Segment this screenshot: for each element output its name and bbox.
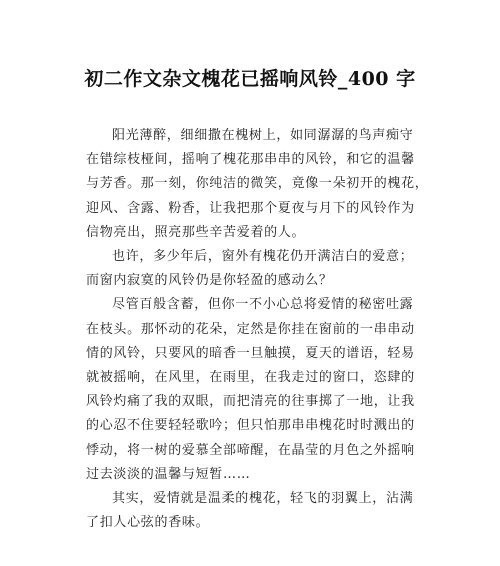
paragraph-line: 了扣人心弦的香味。 [86, 515, 210, 531]
paragraph-2 [86, 245, 426, 293]
paragraph-line: 也许，多少年后，窗外有槐花仍开满洁白的爱意； [112, 249, 414, 265]
paragraph-line: 阳光薄醉，细细撒在槐树上，如同潺潺的鸟声痴守 [112, 128, 414, 143]
document-title: 初二作文杂文槐花已摇响风铃_400 字 [84, 68, 416, 90]
paragraph-line: 悸动，将一树的爱慕全部啼醒，在晶莹的月色之外摇响 [86, 442, 415, 458]
paragraph-line: 过去淡淡的温馨与短暂…… [86, 466, 251, 482]
paragraph-line: 在错综枝桠间，摇响了槐花那串串的风铃，和它的温馨 [86, 152, 415, 168]
paragraph-line: 迎风、含露、粉香，让我把那个夏夜与月下的风铃作为 [86, 200, 415, 216]
paragraph-line: 的心忍不住要轻轻歌吟；但只怕那串串槐花时时溅出的 [86, 418, 415, 434]
document-body [86, 124, 429, 535]
paragraph-line: 其实，爱情就是温柔的槐花，轻飞的羽翼上，沾满 [112, 491, 414, 507]
paragraph-line: 与芳香。那一刻，你纯洁的微笑，竟像一朵初开的槐花， [86, 176, 429, 192]
paragraph-1 [86, 124, 429, 245]
paragraph-line: 尽管百般含蓄，但你一不小心总将爱情的秘密吐露 [112, 297, 414, 313]
paragraph-line: 风铃灼痛了我的双眼，而把清亮的往事掷了一地，让我 [86, 394, 415, 410]
paragraph-line: 在枝头。那怀动的花朵，定然是你挂在窗前的一串串动 [86, 321, 415, 337]
paragraph-line: 就被摇响，在风里，在雨里，在我走过的窗口，恣肆的 [86, 370, 415, 386]
paragraph-3 [86, 293, 426, 487]
paragraph-4 [86, 487, 426, 535]
paragraph-line: 情的风铃，只要风的暗香一旦触摸，夏天的谱语，轻易 [86, 345, 415, 361]
paragraph-line: 信物亮出，照亮那些辛苦爱着的人。 [86, 224, 306, 240]
paragraph-line: 而窗内寂寞的风铃仍是你轻盈的感动么？ [86, 273, 333, 289]
